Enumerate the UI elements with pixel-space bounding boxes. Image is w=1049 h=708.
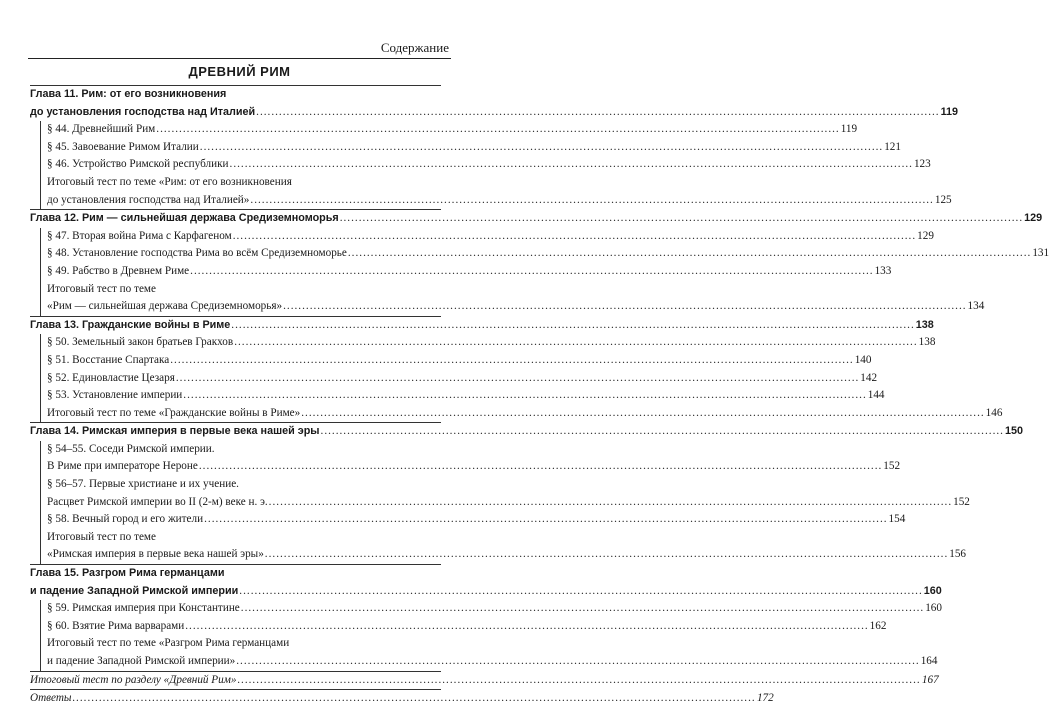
entry-title: Глава 14. Римская империя в первые века нашей эры — [30, 425, 320, 438]
dot-leader — [156, 121, 839, 139]
toc-row — [30, 672, 939, 690]
toc-item — [47, 156, 931, 174]
entry-title: § 47. Вторая война Рима с Карфагеном — [47, 229, 232, 242]
page-number: 119 — [840, 123, 858, 136]
dot-leader — [170, 352, 853, 370]
entry-title: § 45. Завоевание Римом Италии — [47, 140, 199, 153]
dot-leader — [250, 192, 933, 210]
entry-title: § 59. Римская империя при Константине — [47, 602, 240, 615]
dot-leader — [239, 583, 922, 601]
toc-row — [47, 387, 885, 405]
toc-row — [47, 458, 901, 476]
page-number: 121 — [884, 140, 901, 153]
dot-leader — [301, 405, 984, 423]
page-number: 152 — [953, 495, 970, 508]
toc-item — [47, 387, 885, 405]
toc-row — [47, 600, 942, 618]
entry-title: § 52. Единовластие Цезаря — [47, 371, 175, 384]
dot-leader — [241, 600, 924, 618]
entry-title: Итоговый тест по теме «Гражданские войны в Риме» — [47, 406, 301, 419]
page-number: 138 — [915, 318, 934, 331]
chapter-items — [40, 441, 970, 564]
entry-title-line: Итоговый тест по теме — [47, 530, 156, 543]
entry-title: В Риме при императоре Нероне — [47, 460, 198, 473]
toc-row — [47, 298, 985, 316]
header-title: Содержание — [380, 40, 449, 55]
entry-title: Глава 12. Рим — сильнейшая держава Средиземноморья — [30, 212, 339, 225]
chapter-items — [40, 228, 1049, 316]
entry-title-line: Глава 15. Разгром Рима германцами — [30, 567, 225, 580]
chapter-items — [40, 121, 952, 209]
dot-leader — [199, 458, 882, 476]
dot-leader — [230, 156, 913, 174]
toc-row — [47, 139, 901, 157]
entry-title-line: § 54–55. Соседи Римской империи. — [47, 442, 215, 455]
toc-row — [30, 104, 958, 122]
page-number: 162 — [869, 619, 887, 632]
entry-title-line: Глава 11. Рим: от его возникновения — [30, 88, 227, 100]
chapter-items — [40, 334, 1003, 422]
page-number: 138 — [918, 336, 936, 349]
dot-leader — [185, 618, 868, 636]
toc-row — [47, 618, 887, 636]
toc-item — [47, 245, 1049, 263]
toc-row — [47, 370, 878, 388]
entry-title: § 44. Древнейший Рим — [47, 123, 156, 136]
dot-leader — [340, 210, 1023, 228]
toc-item — [47, 511, 906, 529]
page-number: 154 — [888, 513, 906, 526]
entry-title: § 50. Земельный закон братьев Гракхов — [47, 336, 234, 349]
chapter-title — [30, 565, 942, 600]
toc-item — [47, 635, 938, 670]
toc-row — [47, 511, 906, 529]
page-number: 160 — [925, 602, 942, 615]
page-number: 131 — [1032, 247, 1049, 260]
chapter-block — [30, 564, 942, 671]
dot-leader — [183, 387, 866, 405]
toc-row — [47, 228, 934, 246]
toc-item — [47, 370, 878, 388]
entry-title: до установления господства над Италией — [30, 105, 256, 118]
entry-title: до установления господства над Италией» — [47, 193, 250, 206]
entry-title: § 46. Устройство Римской республики — [47, 158, 229, 171]
entry-title: § 48. Установление господства Рима во всём Средиземноморье — [47, 247, 347, 260]
page-number: 144 — [867, 389, 885, 402]
toc-item — [47, 352, 872, 370]
toc-row — [47, 546, 967, 564]
chapter-block — [30, 209, 1049, 316]
dot-leader — [190, 263, 873, 281]
entry-title: Итоговый тест по разделу «Древний Рим» — [30, 673, 237, 686]
entry-title: и падение Западной Римской империи» — [47, 655, 236, 667]
page-number: 123 — [913, 158, 931, 171]
section-title: ДРЕВНИЙ РИМ — [188, 64, 291, 79]
chapter-title — [30, 86, 958, 121]
toc-row — [30, 583, 942, 601]
page-number: 140 — [854, 353, 872, 366]
entry-title: «Римская империя в первые века нашей эры» — [47, 548, 264, 561]
entry-title: «Рим — сильнейшая держава Средиземноморья» — [47, 300, 283, 313]
dot-leader — [236, 653, 919, 671]
chapter-title — [30, 317, 934, 335]
toc-row — [47, 494, 970, 512]
dot-leader — [231, 317, 914, 335]
dot-leader — [283, 298, 966, 316]
entry-title: § 58. Вечный город и его жители — [47, 513, 204, 526]
dot-leader — [73, 690, 756, 708]
chapter-items — [40, 600, 942, 670]
toc-item — [47, 174, 952, 209]
entry-title: Расцвет Римской империи во II (2-м) веке н. э. — [47, 495, 268, 508]
toc-item — [47, 228, 934, 246]
dot-leader — [234, 334, 917, 352]
answers-block — [30, 689, 774, 708]
toc-row — [30, 423, 1023, 441]
toc-row — [47, 121, 858, 139]
chapter-title — [30, 423, 1023, 441]
page-number: 167 — [921, 673, 939, 686]
page-number: 164 — [920, 655, 938, 667]
toc-row — [47, 405, 1003, 423]
dot-leader — [348, 245, 1031, 263]
final-test-entry — [30, 672, 939, 690]
toc-row — [47, 192, 952, 210]
toc-item — [47, 441, 901, 476]
toc-item — [47, 334, 936, 352]
toc-item — [47, 263, 892, 281]
entry-title: § 49. Рабство в Древнем Риме — [47, 264, 190, 277]
entry-title: § 60. Взятие Рима варварами — [47, 619, 185, 632]
toc-item — [47, 405, 1003, 423]
page-number: 152 — [883, 460, 901, 473]
page-header — [28, 36, 451, 59]
chapter-block — [30, 85, 958, 209]
toc-row — [30, 210, 1043, 228]
page-number: 125 — [934, 193, 952, 206]
dot-leader — [200, 139, 883, 157]
page-number: 172 — [756, 692, 774, 705]
dot-leader — [321, 423, 1004, 441]
toc-row — [47, 245, 1049, 263]
page-number: 146 — [985, 406, 1003, 419]
toc-row — [47, 156, 931, 174]
entry-title: и падение Западной Римской империи — [30, 584, 239, 597]
dot-leader — [269, 494, 952, 512]
page-number: 119 — [940, 105, 958, 118]
page-number: 156 — [949, 548, 967, 561]
final-test-block — [30, 671, 939, 690]
entry-title-line: Итоговый тест по теме «Рим: от его возникновения — [47, 175, 292, 188]
answers-entry — [30, 690, 774, 708]
page-number: 129 — [1024, 212, 1043, 225]
toc-item — [47, 476, 970, 511]
toc-row — [30, 317, 934, 335]
chapter-block — [30, 316, 1003, 423]
toc-item — [47, 281, 985, 316]
toc-item — [47, 600, 942, 618]
entry-title-line: Итоговый тест по теме — [47, 282, 156, 295]
dot-leader — [176, 370, 859, 388]
toc-row — [47, 653, 938, 671]
table-of-contents — [30, 85, 1049, 708]
page-number: 142 — [860, 371, 878, 384]
entry-title: Глава 13. Гражданские войны в Риме — [30, 318, 231, 331]
toc-item — [47, 139, 901, 157]
dot-leader — [256, 104, 939, 122]
entry-title-line: § 56–57. Первые христиане и их учение. — [47, 478, 239, 491]
dot-leader — [237, 672, 920, 690]
toc-item — [47, 529, 967, 564]
page-number: 150 — [1004, 425, 1023, 438]
toc-row — [47, 263, 892, 281]
chapter-title — [30, 210, 1043, 228]
entry-title: Ответы — [30, 692, 72, 705]
page-number: 160 — [923, 584, 942, 597]
dot-leader — [204, 511, 887, 529]
toc-row — [30, 690, 774, 708]
toc-row — [47, 334, 936, 352]
entry-title-line: Итоговый тест по теме «Разгром Рима германцами — [47, 637, 290, 650]
dot-leader — [265, 546, 948, 564]
toc-item — [47, 121, 858, 139]
entry-title: § 51. Восстание Спартака — [47, 353, 170, 366]
chapter-block — [30, 422, 1023, 564]
page-number: 134 — [967, 300, 985, 313]
page-number: 133 — [874, 264, 892, 277]
dot-leader — [233, 228, 916, 246]
toc-row — [47, 352, 872, 370]
entry-title: § 53. Установление империи — [47, 389, 183, 402]
page-number: 129 — [917, 229, 934, 242]
toc-item — [47, 618, 887, 636]
